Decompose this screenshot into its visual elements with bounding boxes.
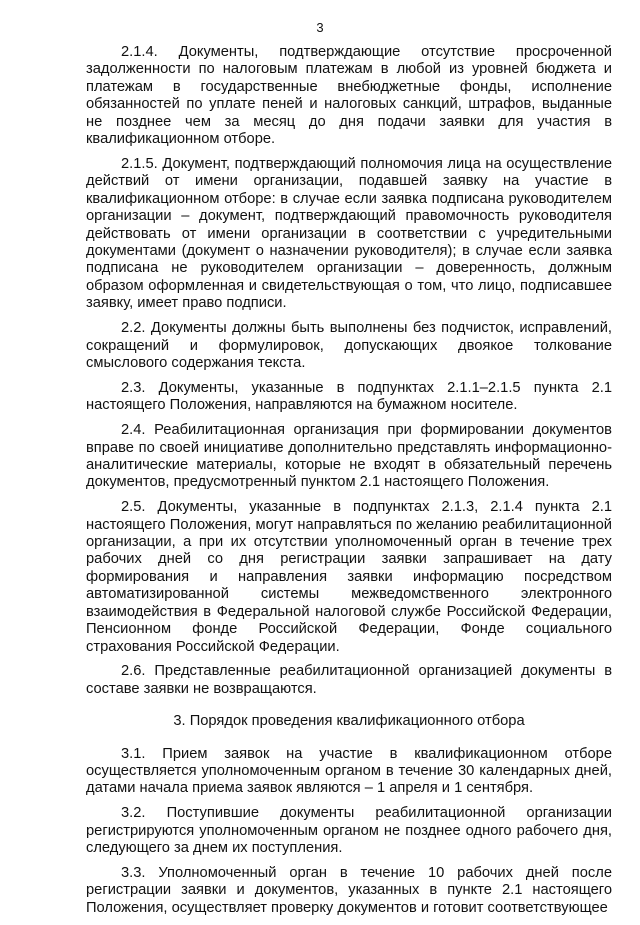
paragraph-3-1: 3.1. Прием заявок на участие в квалификационном отборе осуществляется уполномоченным органом в течение 30 календарных дней, датами начала приема заявок являются – 1 апреля и 1 сентября.	[86, 745, 612, 797]
section-3-heading: 3. Порядок проведения квалификационного отбора	[173, 713, 525, 730]
paragraph-2-4: 2.4. Реабилитационная организация при формировании документов вправе по своей инициативе дополнительно представлять информационно-аналитические материалы, которые не входят в обязательный перечень документов, предусмотренный пунктом 2.1 настоящего Положения.	[86, 422, 612, 491]
paragraph-2-2: 2.2. Документы должны быть выполнены без подчисток, исправлений, сокращений и формулировок, допускающих двоякое толкование смыслового содержания текста.	[86, 320, 612, 371]
paragraph-3-3: 3.3. Уполномоченный орган в течение 10 рабочих дней после регистрации заявки и документов, указанных в пункте 2.1 настоящего Положения, осуществляет проверку документов и готовит соответствующее	[86, 865, 612, 916]
paragraph-2-5: 2.5. Документы, указанные в подпунктах 2.1.3, 2.1.4 пункта 2.1 настоящего Положения, могут направляться по желанию реабилитационной организации, а при их отсутствии уполномоченный орган в течение трех рабочих дней со дня регистрации заявки запрашивает на дату формирования и направления заявки информацию посредством автоматизированной системы межведомственного электронного взаимодействия в Федеральной налоговой службе Российской Федерации, Пенсионном фонде Российской Федерации, Фонде социального страхования Российской Федерации.	[86, 499, 612, 655]
paragraph-3-2: 3.2. Поступившие документы реабилитационной организации регистрируются уполномоченным органом не позднее одного рабочего дня, следующего за днем их поступления.	[86, 805, 612, 857]
paragraph-2-3: 2.3. Документы, указанные в подпунктах 2.1.1–2.1.5 пункта 2.1 настоящего Положения, направляются на бумажном носителе.	[86, 379, 612, 414]
paragraph-2-6: 2.6. Представленные реабилитационной организацией документы в составе заявки не возвращаются.	[86, 663, 612, 697]
page-number: 3	[316, 20, 324, 35]
paragraph-2-1-4: 2.1.4. Документы, подтверждающие отсутствие просроченной задолженности по налоговым платежам в любой из уровней бюджета и платежам в государственные внебюджетные фонды, исполнение обязанностей по уплате пеней и налоговых санкций, штрафов, выданные не позднее чем за месяц до дня подачи заявки для участия в квалификационном отборе.	[86, 44, 612, 148]
paragraph-2-1-5: 2.1.5. Документ, подтверждающий полномочия лица на осуществление действий от имени организации, подавшей заявку на участие в квалификационном отборе: в случае если заявка подписана руководителем организации – документ, подтверждающий правомочность руководителя действовать от имени организации в соответствии с учредительными документами (документ о назначении руководителя); в случае если заявка подписана не руководителем организации – доверенность, должным образом оформленная и свидетельствующая о том, что лицо, подписавшее заявку, имеет право подписи.	[86, 155, 612, 312]
document-body	[86, 44, 612, 925]
